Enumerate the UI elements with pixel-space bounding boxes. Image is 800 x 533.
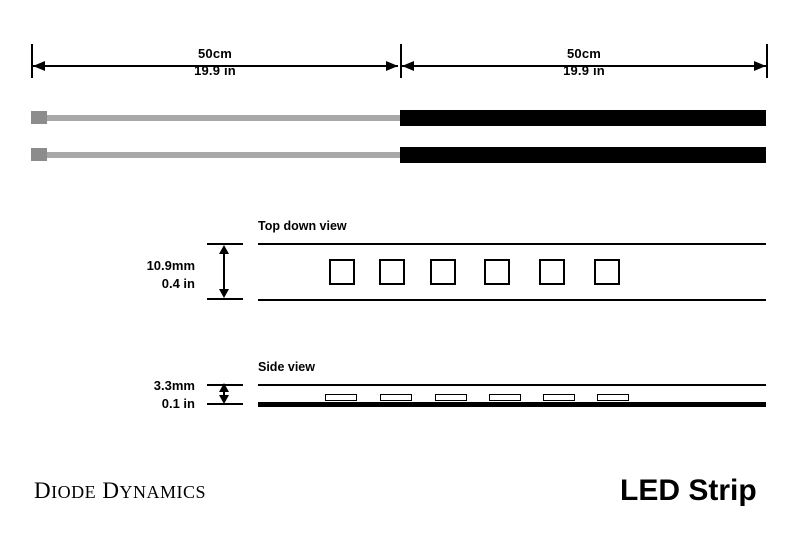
side-view-measure-arrow-down — [219, 395, 229, 404]
side-view-measure-imperial: 0.1 in — [161, 396, 195, 411]
dimension-label-2-metric: 50cm — [566, 46, 602, 61]
led-chip-top-4 — [484, 259, 510, 285]
led-chip-top-2 — [379, 259, 405, 285]
top-view-edge-upper — [258, 243, 766, 245]
dimension-label-1-metric: 50cm — [197, 46, 233, 61]
side-view-measure-arrow-up — [219, 383, 229, 392]
dimension-arrow-left-2 — [402, 61, 414, 71]
wire-lead-1 — [47, 115, 400, 121]
side-view-measure-metric: 3.3mm — [153, 378, 195, 393]
dimension-arrow-left-1 — [33, 61, 45, 71]
wire-terminal-1 — [31, 111, 47, 124]
side-view-base — [258, 402, 766, 407]
side-view-measure-label — [80, 377, 195, 413]
led-chip-side-5 — [543, 394, 575, 401]
top-view-measure-tick-lower — [207, 298, 243, 300]
brand-word2-first: D — [102, 478, 120, 503]
side-view-edge-upper — [258, 384, 766, 386]
top-view-measure-metric: 10.9mm — [146, 258, 195, 273]
brand-logo — [34, 478, 206, 504]
led-chip-top-6 — [594, 259, 620, 285]
wire-terminal-2 — [31, 148, 47, 161]
product-title: LED Strip — [620, 474, 757, 507]
dimension-label-1-imperial: 19.9 in — [194, 63, 236, 78]
brand-word2-rest: YNAMICS — [119, 482, 207, 502]
top-view-measure-arrow-up — [219, 245, 229, 254]
led-strip-body-1 — [400, 110, 766, 126]
top-view-measure-arrow-down — [219, 289, 229, 298]
wire-lead-2 — [47, 152, 400, 158]
brand-word1-first: D — [34, 478, 52, 503]
led-strip-body-2 — [400, 147, 766, 163]
led-chip-top-5 — [539, 259, 565, 285]
led-chip-side-2 — [380, 394, 412, 401]
led-chip-side-4 — [489, 394, 521, 401]
top-view-measure-imperial: 0.4 in — [161, 276, 195, 291]
top-down-view-title: Top down view — [258, 219, 347, 233]
brand-word1-rest: IODE — [51, 482, 97, 502]
led-chip-top-1 — [329, 259, 355, 285]
led-chip-side-1 — [325, 394, 357, 401]
dimension-label-2 — [514, 45, 654, 79]
top-view-measure-line — [223, 250, 225, 292]
led-chip-side-3 — [435, 394, 467, 401]
led-chip-top-3 — [430, 259, 456, 285]
side-view-title: Side view — [258, 360, 315, 374]
dimension-tick-right — [766, 44, 768, 78]
top-view-edge-lower — [258, 299, 766, 301]
dimension-arrow-right-2 — [754, 61, 766, 71]
led-chip-side-6 — [597, 394, 629, 401]
dimension-arrow-right-1 — [386, 61, 398, 71]
top-view-measure-label — [80, 257, 195, 293]
dimension-label-2-imperial: 19.9 in — [563, 63, 605, 78]
dimension-label-1 — [145, 45, 285, 79]
